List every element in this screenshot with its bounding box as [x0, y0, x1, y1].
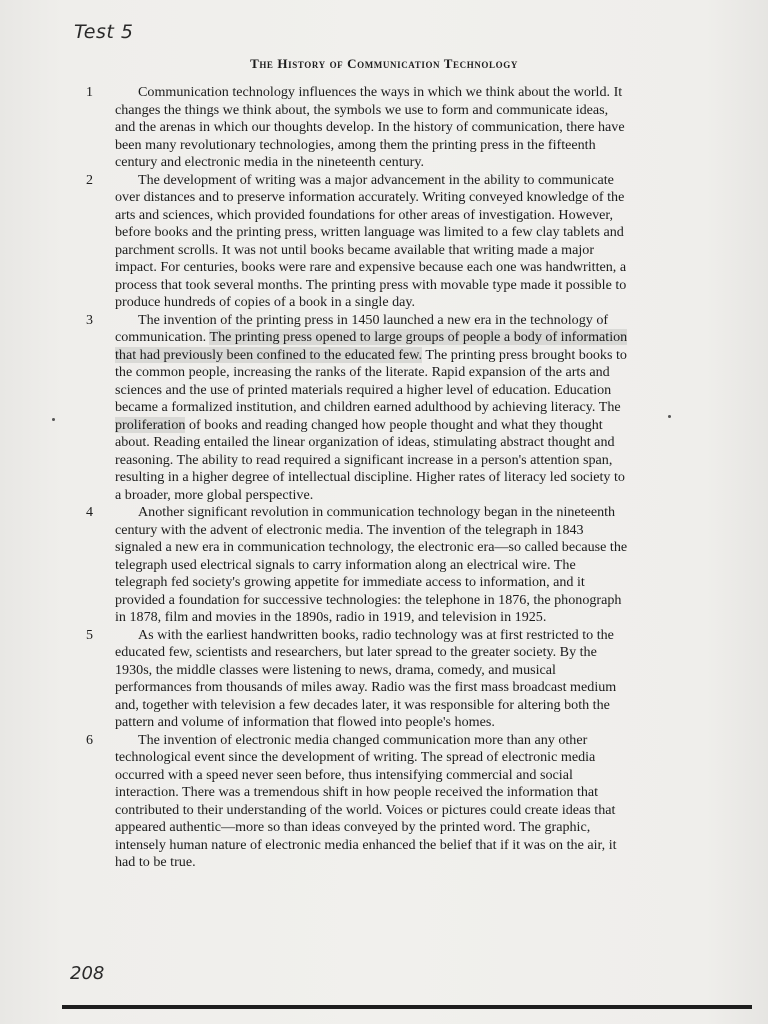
paragraph-2 — [86, 171, 631, 312]
paragraph-6 — [86, 731, 631, 872]
paragraph-text — [115, 312, 631, 505]
article-body — [86, 84, 631, 872]
text-segment: of books and reading changed how people thought and what they thought about. Reading entailed the linear organization of ideas, stimulating abstract thought and reasoning. The ability to read required a significant increase in a person's attention span, resulting in a higher degree of intellectual discipline. Higher rates of literacy led society to a broader, more global perspective. — [115, 416, 625, 503]
scan-speck — [52, 418, 55, 421]
article-title: The History of Communication Technology — [250, 56, 518, 71]
running-head: Test 5 — [74, 21, 134, 43]
paragraph-number: 4 — [86, 505, 93, 520]
bottom-rule — [62, 1005, 752, 1009]
paragraph-number: 5 — [86, 627, 93, 643]
paragraph-4 — [86, 504, 631, 627]
scan-speck — [668, 415, 671, 418]
paragraph-number: 6 — [86, 732, 93, 748]
paragraph-1 — [86, 84, 631, 172]
paragraph-5 — [86, 626, 631, 732]
paragraph-number: 1 — [86, 85, 93, 100]
paragraph-text: The invention of electronic media changed communication more than any other technological event since the development of writing. The spread of electronic media occurred with a speed never seen before, thus intensifying commercial and social interaction. There was a tremendous shift in how people received the information that contributed to their understanding of the world. Voices or pictures could create ideas that appeared authentic—more so than ideas conveyed by the printed word. The graphic, intensely human nature of electronic media enhanced the belief that if it was on the air, it had to be true. — [115, 731, 617, 870]
text-segment: The printing press brought books to the common people, increasing the ranks of the literate. Rapid expansion of the arts and sciences and the use of printed materials required a higher level of education. Education became a formalized institution, and children earned adulthood by achieving literacy. The — [115, 346, 627, 415]
text-segment: The invention of the printing press in 1450 launched a new era in the technology of communication. — [115, 311, 609, 345]
page-number: 208 — [70, 963, 105, 984]
highlighted-word: proliferation — [115, 416, 186, 433]
paragraph-3 — [86, 311, 631, 505]
highlighted-sentence: The printing press opened to large groups of people a body of information that had previously been confined to the educated few. — [115, 329, 628, 363]
paragraph-number: 3 — [86, 312, 93, 328]
paragraph-text: The development of writing was a major advancement in the ability to communicate over distances and to preserve information accurately. Writing conveyed knowledge of the arts and sciences, which provided foundations for other areas of investigation. However, before books and the printing press, written language was limited to a few clay tablets and parchment scrolls. It was not until books became available that writing made a major impact. For centuries, books were rare and expensive because each one was handwritten, a process that took several months. The printing press with movable type made it possible to produce hundreds of copies of a book in a single day. — [115, 171, 627, 310]
paragraph-number: 2 — [86, 172, 93, 188]
paragraph-text: Another significant revolution in communication technology began in the nineteenth century with the advent of electronic media. The invention of the telegraph in 1843 signaled a new era in communication technology, the electronic era—so called because the telegraph used electrical signals to carry information along an electrical wire. The telegraph fed society's growing appetite for immediate access to information, and it provided a foundation for successive technologies: the telephone in 1876, the phonograph in 1878, film and movies in the 1890s, radio in 1919, and television in 1925. — [115, 504, 628, 625]
paragraph-text: As with the earliest handwritten books, radio technology was at first restricted to the educated few, scientists and researchers, but later spread to the greater society. By the 1930s, the middle classes were listening to news, drama, comedy, and musical performances from thousands of miles away. Radio was the first mass broadcast medium and, together with television a few decades later, it was responsible for altering both the pattern and volume of information that flowed into people's homes. — [115, 626, 617, 730]
paragraph-text: Communication technology influences the ways in which we think about the world. It changes the things we think about, the symbols we use to form and communicate ideas, and the arenas in which our thoughts develop. In the history of communication, there have been many revolutionary technologies, among them the printing press in the fifteenth century and electronic media in the nineteenth century. — [115, 84, 625, 170]
